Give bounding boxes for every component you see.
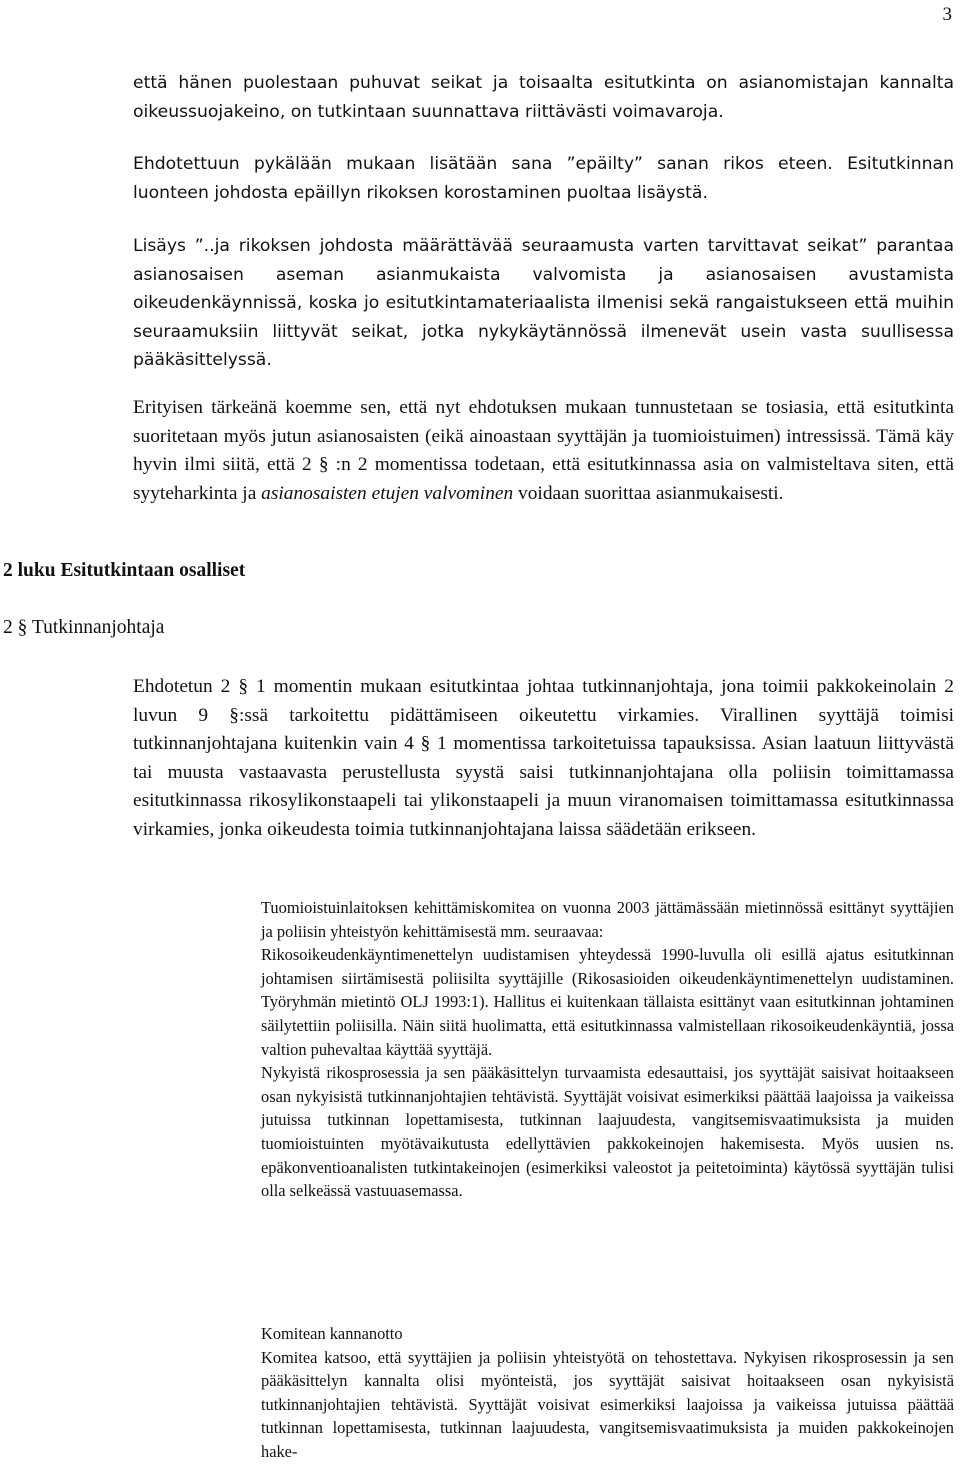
committee-paragraph: Komitea katsoo, että syyttäjien ja poliisin yhteistyötä on tehostettava. Nykyisen rikosprosessin ja sen pääkäsittelyn kannalta olisi myönteistä, jos syyttäjät saisivat hoitaakseen osan nykyisistä tutkinnanjohtajien tehtävistä. Syyttäjät voisivat esimerkiksi laajoissa ja vaikeissa jutuissa päättää tutkinnan lopettamisesta, tutkinnan laajuudesta, vangitsemisvaatimuksista ja muiden pakkokeinojen hake- xyxy=(261,1347,954,1461)
intro-paragraph-3: Lisäys ”..ja rikoksen johdosta määrättävää seuraamusta varten tarvittavat seikat” parantaa asianosaisen aseman asianmukaista valvomista ja asianosaisen avustamista oikeudenkäynnissä, koska jo esitutkintamateriaalista ilmenisi sekä rangaistukseen että muihin seuraamuksiin liittyvät seikat, jotka nykykäytännössä ilmenevät usein vasta suullisessa pääkäsittelyssä. xyxy=(133,236,954,371)
italic-emphasis: asianosaisten etujen valvominen xyxy=(261,482,514,504)
section-heading: 2 § Tutkinnanjohtaja xyxy=(3,617,165,638)
chapter-heading: 2 luku Esitutkintaan osalliset xyxy=(3,560,246,581)
intro-paragraph-1: että hänen puolestaan puhuvat seikat ja toisaalta esitutkinta on asianomistajan kannalta oikeussuojakeino, on tutkintaan suunnattava riittävästi voimavaroja. xyxy=(133,73,954,122)
page-number: 3 xyxy=(942,4,952,25)
quote-paragraph-1: Rikosoikeudenkäyntimenettelyn uudistamisen yhteydessä 1990-luvulla oli esillä ajatus esitutkinnan johtamisen siirtämisestä poliisilta syyttäjille (Rikosasioiden oikeudenkäyntimenettelyn uudistaminen. Työryhmän mietintö OLJ 1993:1). Hallitus ei kuitenkaan tällaista esittänyt vaan esitutkinnan johtaminen säilytettiin poliisilla. Näin siitä huolimatta, että esitutkinnassa valmistellaan rikosoikeudenkäyntiä, jossa valtion puhevaltaa käyttää syyttäjä. xyxy=(261,945,954,1059)
quoted-block xyxy=(261,896,954,1203)
committee-statement xyxy=(261,1322,954,1464)
quote-intro: Tuomioistuinlaitoksen kehittämiskomitea on vuonna 2003 jättämässään mietinnössä esittänyt syyttäjien ja poliisin yhteistyön kehittämisestä mm. seuraavaa: xyxy=(261,898,954,941)
intro-paragraph-4 xyxy=(133,394,954,508)
paragraph-text: Erityisen tärkeänä koemme sen, että nyt ehdotuksen mukaan tunnustetaan se tosiasia, että esitutkinta suoritetaan myös jutun asianosaisten (eikä ainoastaan syyttäjän ja tuomioistuimen) intressissä. Tämä käy hyvin ilmi siitä, että 2 § :n 2 momentissa todetaan, että esitutkinnassa asia on valmisteltava siten, että syyteharkinta ja xyxy=(133,397,954,504)
paragraph-text-end: voidaan suorittaa asianmukaisesti. xyxy=(513,482,784,504)
committee-heading: Komitean kannanotto xyxy=(261,1324,403,1343)
section-paragraph: Ehdotetun 2 § 1 momentin mukaan esitutkintaa johtaa tutkinnanjohtaja, jona toimii pakkokeinolain 2 luvun 9 §:ssä tarkoitettu pidättämiseen oikeutettu virkamies. Virallinen syyttäjä toimisi tutkinnanjohtajana kuitenkin vain 4 § 1 momentissa tarkoitetuissa tapauksissa. Asian laatuun liittyvästä tai muusta vastaavasta perustellusta syystä saisi tutkinnanjohtajana olla poliisin toimittamassa esitutkinnassa rikosylikonstaapeli tai ylikonstaapeli ja muun viranomaisen toimittamassa esitutkinnassa virkamies, jonka oikeudesta toimia tutkinnanjohtajana laissa säädetään erikseen. xyxy=(133,676,954,840)
intro-paragraph-2: Ehdotettuun pykälään mukaan lisätään sana ”epäilty” sanan rikos eteen. Esitutkinnan luonteen johdosta epäillyn rikoksen korostaminen puoltaa lisäystä. xyxy=(133,154,954,203)
quote-paragraph-2: Nykyistä rikosprosessia ja sen pääkäsittelyn turvaamista edesauttaisi, jos syyttäjät saisivat hoitaakseen osan nykyisistä tutkinnanjohtajien tehtävistä. Syyttäjät voisivat esimerkiksi päättää laajoissa ja vaikeissa jutuissa tutkinnan lopettamisesta, tutkinnan laajuudesta, vangitsemisvaatimuksista ja muiden tuomioistuinten myötävaikutusta edellyttävien pakkokeinojen hakemisesta. Myös uusien ns. epäkonventioanalisten tutkintakeinojen (esimerkiksi valeostot ja peitetoiminta) käytössä syyttäjän tulisi olla selkeässä vastuuasemassa. xyxy=(261,1063,954,1201)
